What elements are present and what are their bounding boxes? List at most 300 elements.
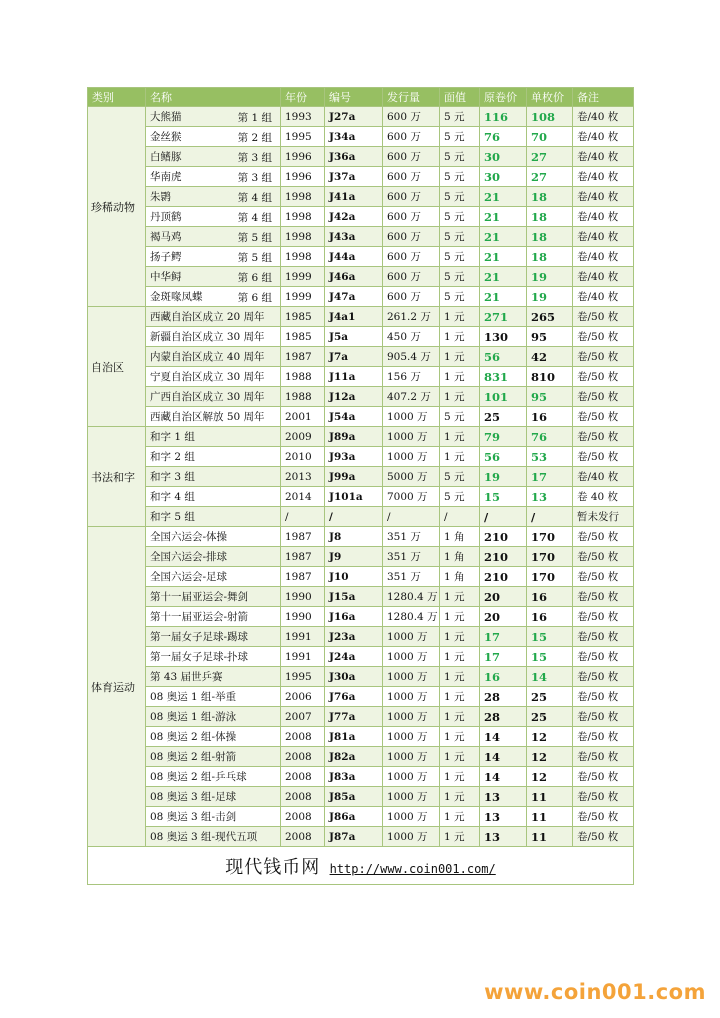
code-cell: / [325, 507, 383, 527]
coin-name: 中华鲟 [150, 271, 182, 283]
coin-name: 第十一届亚运会-舞剑 [150, 591, 249, 603]
note-cell: 卷/40 枚 [573, 267, 634, 287]
quantity-cell: 1000 万 [383, 747, 440, 767]
quantity-cell: 261.2 万 [383, 307, 440, 327]
name-cell [146, 627, 281, 647]
single-price-cell: 12 [527, 747, 573, 767]
code-cell: J77a [325, 707, 383, 727]
face-value-cell: 5 元 [440, 487, 480, 507]
code-cell: J82a [325, 747, 383, 767]
name-cell [146, 807, 281, 827]
face-value-cell: 1 角 [440, 527, 480, 547]
code-cell: J34a [325, 127, 383, 147]
note-cell: 卷/50 枚 [573, 367, 634, 387]
name-cell [146, 767, 281, 787]
code-cell: J87a [325, 827, 383, 847]
table-row [88, 647, 634, 667]
year-cell: 1987 [281, 547, 325, 567]
single-price-cell: 15 [527, 627, 573, 647]
note-cell: 卷/50 枚 [573, 627, 634, 647]
coin-name: 第十一届亚运会-射箭 [150, 611, 249, 623]
footer-title: 现代钱币网 [225, 856, 321, 878]
name-cell [146, 407, 281, 427]
coin-name: 褐马鸡 [150, 231, 182, 243]
roll-price-cell: 79 [480, 427, 527, 447]
note-cell: 卷/40 枚 [573, 467, 634, 487]
note-cell: 卷/40 枚 [573, 287, 634, 307]
name-cell [146, 787, 281, 807]
single-price-cell: 18 [527, 207, 573, 227]
roll-price-cell: 14 [480, 727, 527, 747]
code-cell: J23a [325, 627, 383, 647]
table-row [88, 467, 634, 487]
code-cell: J44a [325, 247, 383, 267]
roll-price-cell: 20 [480, 607, 527, 627]
year-cell: 2008 [281, 787, 325, 807]
note-cell: 卷/40 枚 [573, 207, 634, 227]
year-cell: 2009 [281, 427, 325, 447]
year-cell: 1987 [281, 527, 325, 547]
note-cell: 卷/50 枚 [573, 667, 634, 687]
quantity-cell: 1000 万 [383, 427, 440, 447]
face-value-cell: 5 元 [440, 207, 480, 227]
code-cell: J41a [325, 187, 383, 207]
code-cell: J47a [325, 287, 383, 307]
coin-group: 第 6 组 [237, 272, 272, 284]
quantity-cell: 351 万 [383, 527, 440, 547]
face-value-cell: 1 元 [440, 307, 480, 327]
face-value-cell: 1 元 [440, 707, 480, 727]
table-row [88, 327, 634, 347]
quantity-cell: 1000 万 [383, 687, 440, 707]
quantity-cell: 1000 万 [383, 827, 440, 847]
coin-name: 金斑喙凤蝶 [150, 291, 203, 303]
quantity-cell: 905.4 万 [383, 347, 440, 367]
face-value-cell: 1 元 [440, 627, 480, 647]
year-cell: 2008 [281, 807, 325, 827]
table-row [88, 427, 634, 447]
table-row [88, 447, 634, 467]
code-cell: J11a [325, 367, 383, 387]
coin-name: 大熊猫 [150, 111, 182, 123]
code-cell: J5a [325, 327, 383, 347]
single-price-cell: 25 [527, 687, 573, 707]
table-row [88, 127, 634, 147]
note-cell: 卷/50 枚 [573, 787, 634, 807]
header-note: 备注 [573, 88, 634, 107]
note-cell: 卷/40 枚 [573, 187, 634, 207]
coin-name: 第 43 届世乒赛 [150, 671, 223, 683]
face-value-cell: 1 元 [440, 327, 480, 347]
single-price-cell: / [527, 507, 573, 527]
single-price-cell: 18 [527, 227, 573, 247]
roll-price-cell: 15 [480, 487, 527, 507]
price-sheet [87, 87, 633, 885]
quantity-cell: 450 万 [383, 327, 440, 347]
table-row [88, 407, 634, 427]
note-cell: 卷/50 枚 [573, 727, 634, 747]
roll-price-cell: 116 [480, 107, 527, 127]
table-row [88, 287, 634, 307]
roll-price-cell: 210 [480, 547, 527, 567]
footer-url-link[interactable]: http://www.coin001.com/ [329, 861, 496, 876]
note-cell: 卷/40 枚 [573, 127, 634, 147]
quantity-cell: 351 万 [383, 567, 440, 587]
table-row [88, 627, 634, 647]
coin-name: 和字 3 组 [150, 471, 195, 483]
quantity-cell: 600 万 [383, 127, 440, 147]
coin-group: 第 4 组 [237, 192, 272, 204]
name-cell [146, 267, 281, 287]
quantity-cell: 600 万 [383, 147, 440, 167]
roll-price-cell: 30 [480, 147, 527, 167]
table-row [88, 587, 634, 607]
single-price-cell: 810 [527, 367, 573, 387]
year-cell: 1999 [281, 287, 325, 307]
coin-name: 第一届女子足球-踢球 [150, 631, 249, 643]
code-cell: J54a [325, 407, 383, 427]
header-category: 类别 [88, 88, 146, 107]
quantity-cell: 5000 万 [383, 467, 440, 487]
code-cell: J15a [325, 587, 383, 607]
code-cell: J89a [325, 427, 383, 447]
single-price-cell: 13 [527, 487, 573, 507]
quantity-cell: 600 万 [383, 267, 440, 287]
note-cell: 卷/50 枚 [573, 687, 634, 707]
category-cell: 珍稀动物 [88, 107, 146, 307]
year-cell: 1995 [281, 127, 325, 147]
code-cell: J9 [325, 547, 383, 567]
face-value-cell: / [440, 507, 480, 527]
single-price-cell: 18 [527, 187, 573, 207]
note-cell: 卷/40 枚 [573, 107, 634, 127]
face-value-cell: 1 元 [440, 767, 480, 787]
year-cell: 2008 [281, 727, 325, 747]
face-value-cell: 1 元 [440, 807, 480, 827]
coin-name: 新疆自治区成立 30 周年 [150, 331, 265, 343]
single-price-cell: 11 [527, 827, 573, 847]
name-cell [146, 367, 281, 387]
quantity-cell: 600 万 [383, 107, 440, 127]
single-price-cell: 170 [527, 527, 573, 547]
year-cell: 1998 [281, 207, 325, 227]
face-value-cell: 1 元 [440, 647, 480, 667]
coin-name: 广西自治区成立 30 周年 [150, 391, 265, 403]
face-value-cell: 1 元 [440, 827, 480, 847]
coin-name: 全国六运会-排球 [150, 551, 228, 563]
roll-price-cell: 20 [480, 587, 527, 607]
roll-price-cell: 14 [480, 747, 527, 767]
face-value-cell: 5 元 [440, 467, 480, 487]
face-value-cell: 5 元 [440, 267, 480, 287]
quantity-cell: 1000 万 [383, 447, 440, 467]
coin-name: 08 奥运 2 组-射箭 [150, 751, 237, 763]
year-cell: 1998 [281, 227, 325, 247]
code-cell: J101a [325, 487, 383, 507]
roll-price-cell: 17 [480, 627, 527, 647]
year-cell: 2008 [281, 747, 325, 767]
coin-name: 全国六运会-体操 [150, 531, 228, 543]
face-value-cell: 1 角 [440, 547, 480, 567]
face-value-cell: 5 元 [440, 407, 480, 427]
code-cell: J36a [325, 147, 383, 167]
note-cell: 卷/50 枚 [573, 567, 634, 587]
name-cell [146, 167, 281, 187]
single-price-cell: 25 [527, 707, 573, 727]
note-cell: 卷 40 枚 [573, 487, 634, 507]
code-cell: J99a [325, 467, 383, 487]
table-row [88, 187, 634, 207]
coin-name: 08 奥运 1 组-游泳 [150, 711, 237, 723]
coin-name: 08 奥运 1 组-举重 [150, 691, 237, 703]
year-cell: 1993 [281, 107, 325, 127]
coin-name: 08 奥运 3 组-现代五项 [150, 831, 258, 843]
single-price-cell: 42 [527, 347, 573, 367]
single-price-cell: 95 [527, 387, 573, 407]
note-cell: 卷/50 枚 [573, 387, 634, 407]
year-cell: 1996 [281, 167, 325, 187]
note-cell: 卷/50 枚 [573, 647, 634, 667]
code-cell: J42a [325, 207, 383, 227]
code-cell: J93a [325, 447, 383, 467]
name-cell [146, 527, 281, 547]
note-cell: 卷/50 枚 [573, 407, 634, 427]
table-row [88, 827, 634, 847]
roll-price-cell: 13 [480, 807, 527, 827]
coin-group: 第 4 组 [237, 212, 272, 224]
year-cell: 1985 [281, 307, 325, 327]
code-cell: J16a [325, 607, 383, 627]
coin-name: 和字 5 组 [150, 511, 195, 523]
table-row [88, 567, 634, 587]
header-face-value: 面值 [440, 88, 480, 107]
roll-price-cell: 56 [480, 447, 527, 467]
year-cell: 2014 [281, 487, 325, 507]
coin-group: 第 1 组 [237, 112, 272, 124]
note-cell: 卷/50 枚 [573, 607, 634, 627]
footer-row [88, 847, 634, 885]
coin-group: 第 3 组 [237, 172, 272, 184]
quantity-cell: 1000 万 [383, 807, 440, 827]
single-price-cell: 11 [527, 787, 573, 807]
roll-price-cell: 210 [480, 567, 527, 587]
note-cell: 卷/50 枚 [573, 327, 634, 347]
roll-price-cell: 21 [480, 187, 527, 207]
code-cell: J27a [325, 107, 383, 127]
name-cell [146, 207, 281, 227]
table-row [88, 787, 634, 807]
single-price-cell: 11 [527, 807, 573, 827]
name-cell [146, 147, 281, 167]
year-cell: 1988 [281, 387, 325, 407]
roll-price-cell: 25 [480, 407, 527, 427]
note-cell: 卷/50 枚 [573, 807, 634, 827]
name-cell [146, 587, 281, 607]
face-value-cell: 5 元 [440, 247, 480, 267]
coin-name: 丹顶鹤 [150, 211, 182, 223]
name-cell [146, 307, 281, 327]
coin-name: 08 奥运 3 组-足球 [150, 791, 237, 803]
header-year: 年份 [281, 88, 325, 107]
roll-price-cell: 271 [480, 307, 527, 327]
table-row [88, 147, 634, 167]
quantity-cell: / [383, 507, 440, 527]
name-cell [146, 607, 281, 627]
note-cell: 卷/50 枚 [573, 347, 634, 367]
face-value-cell: 5 元 [440, 227, 480, 247]
name-cell [146, 827, 281, 847]
code-cell: J83a [325, 767, 383, 787]
single-price-cell: 76 [527, 427, 573, 447]
year-cell: 1996 [281, 147, 325, 167]
name-cell [146, 647, 281, 667]
face-value-cell: 1 元 [440, 607, 480, 627]
year-cell: 2008 [281, 827, 325, 847]
single-price-cell: 17 [527, 467, 573, 487]
code-cell: J10 [325, 567, 383, 587]
coin-name: 西藏自治区解放 50 周年 [150, 411, 265, 423]
note-cell: 卷/40 枚 [573, 167, 634, 187]
coin-name: 和字 4 组 [150, 491, 195, 503]
quantity-cell: 600 万 [383, 187, 440, 207]
roll-price-cell: 13 [480, 827, 527, 847]
single-price-cell: 16 [527, 587, 573, 607]
year-cell: 2007 [281, 707, 325, 727]
header-single-price: 单枚价 [527, 88, 573, 107]
quantity-cell: 1000 万 [383, 727, 440, 747]
quantity-cell: 600 万 [383, 287, 440, 307]
face-value-cell: 5 元 [440, 127, 480, 147]
year-cell: 1998 [281, 187, 325, 207]
coin-name: 西藏自治区成立 20 周年 [150, 311, 265, 323]
table-row [88, 727, 634, 747]
face-value-cell: 1 角 [440, 567, 480, 587]
name-cell [146, 107, 281, 127]
year-cell: 1998 [281, 247, 325, 267]
roll-price-cell: 21 [480, 287, 527, 307]
year-cell: 1988 [281, 367, 325, 387]
site-watermark: www.coin001.com [484, 980, 706, 1004]
year-cell: 2006 [281, 687, 325, 707]
face-value-cell: 1 元 [440, 387, 480, 407]
note-cell: 卷/50 枚 [573, 427, 634, 447]
face-value-cell: 5 元 [440, 107, 480, 127]
roll-price-cell: 19 [480, 467, 527, 487]
coin-name: 扬子鳄 [150, 251, 182, 263]
year-cell: 2001 [281, 407, 325, 427]
table-row [88, 707, 634, 727]
table-row [88, 307, 634, 327]
name-cell [146, 447, 281, 467]
table-row [88, 547, 634, 567]
single-price-cell: 27 [527, 167, 573, 187]
code-cell: J43a [325, 227, 383, 247]
face-value-cell: 1 元 [440, 747, 480, 767]
coin-name: 和字 1 组 [150, 431, 195, 443]
coin-name: 和字 2 组 [150, 451, 195, 463]
coin-group: 第 2 组 [237, 132, 272, 144]
coin-group: 第 5 组 [237, 252, 272, 264]
note-cell: 卷/50 枚 [573, 827, 634, 847]
single-price-cell: 12 [527, 767, 573, 787]
single-price-cell: 27 [527, 147, 573, 167]
table-row [88, 347, 634, 367]
code-cell: J30a [325, 667, 383, 687]
code-cell: J12a [325, 387, 383, 407]
table-row [88, 247, 634, 267]
quantity-cell: 600 万 [383, 207, 440, 227]
year-cell: 1991 [281, 647, 325, 667]
note-cell: 卷/40 枚 [573, 247, 634, 267]
single-price-cell: 70 [527, 127, 573, 147]
face-value-cell: 1 元 [440, 427, 480, 447]
table-row [88, 507, 634, 527]
roll-price-cell: 28 [480, 687, 527, 707]
code-cell: J37a [325, 167, 383, 187]
name-cell [146, 127, 281, 147]
single-price-cell: 19 [527, 287, 573, 307]
coin-group: 第 3 组 [237, 152, 272, 164]
coin-name: 08 奥运 2 组-乒乓球 [150, 771, 247, 783]
coin-name: 金丝猴 [150, 131, 182, 143]
roll-price-cell: 17 [480, 647, 527, 667]
table-row [88, 687, 634, 707]
year-cell: / [281, 507, 325, 527]
single-price-cell: 12 [527, 727, 573, 747]
name-cell [146, 387, 281, 407]
year-cell: 2010 [281, 447, 325, 467]
quantity-cell: 600 万 [383, 247, 440, 267]
table-row [88, 207, 634, 227]
quantity-cell: 1000 万 [383, 787, 440, 807]
single-price-cell: 53 [527, 447, 573, 467]
name-cell [146, 427, 281, 447]
name-cell [146, 747, 281, 767]
table-row [88, 667, 634, 687]
face-value-cell: 5 元 [440, 147, 480, 167]
face-value-cell: 5 元 [440, 287, 480, 307]
code-cell: J86a [325, 807, 383, 827]
category-cell: 自治区 [88, 307, 146, 427]
name-cell [146, 567, 281, 587]
face-value-cell: 1 元 [440, 727, 480, 747]
code-cell: J4a1 [325, 307, 383, 327]
header-code: 编号 [325, 88, 383, 107]
note-cell: 卷/50 枚 [573, 527, 634, 547]
roll-price-cell: / [480, 507, 527, 527]
quantity-cell: 407.2 万 [383, 387, 440, 407]
header-roll-price: 原卷价 [480, 88, 527, 107]
name-cell [146, 347, 281, 367]
single-price-cell: 18 [527, 247, 573, 267]
single-price-cell: 16 [527, 607, 573, 627]
name-cell [146, 667, 281, 687]
category-cell: 体育运动 [88, 527, 146, 847]
roll-price-cell: 831 [480, 367, 527, 387]
year-cell: 1991 [281, 627, 325, 647]
roll-price-cell: 21 [480, 227, 527, 247]
name-cell [146, 507, 281, 527]
footer-cell [88, 847, 634, 885]
coin-name: 08 奥运 2 组-体操 [150, 731, 237, 743]
single-price-cell: 16 [527, 407, 573, 427]
coin-name: 08 奥运 3 组-击剑 [150, 811, 237, 823]
quantity-cell: 156 万 [383, 367, 440, 387]
name-cell [146, 707, 281, 727]
single-price-cell: 265 [527, 307, 573, 327]
single-price-cell: 19 [527, 267, 573, 287]
code-cell: J7a [325, 347, 383, 367]
